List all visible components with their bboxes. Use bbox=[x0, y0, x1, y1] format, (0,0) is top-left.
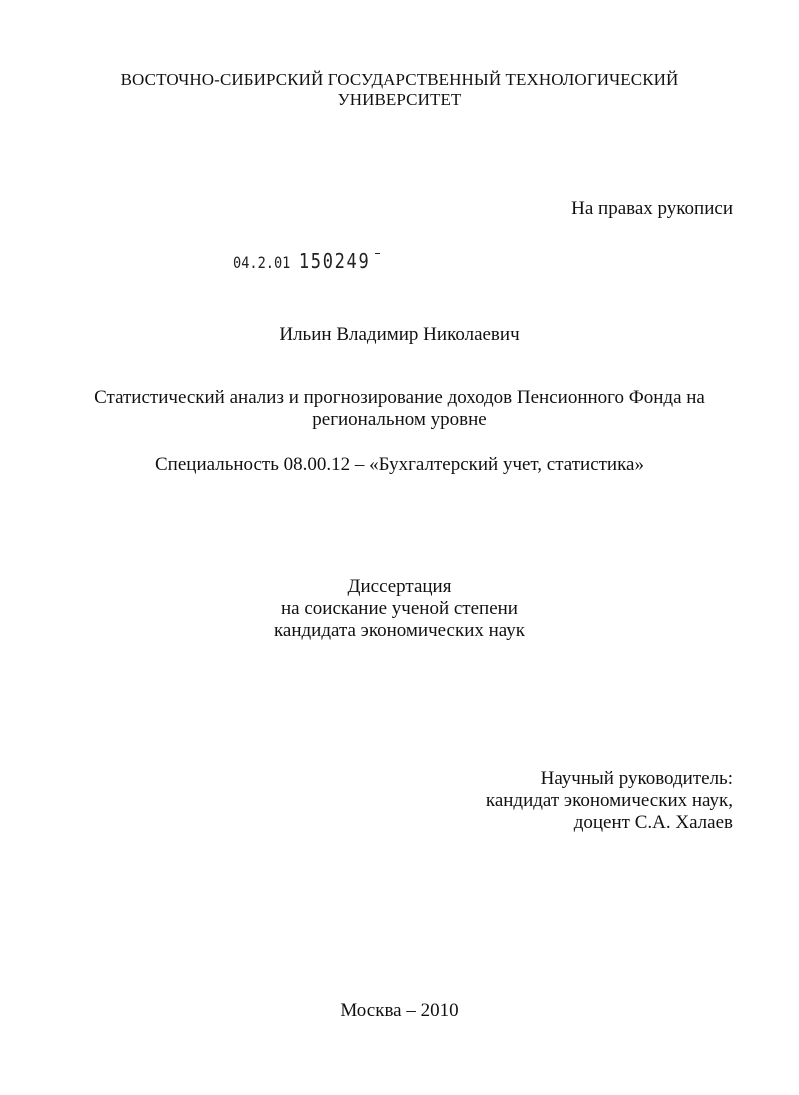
stamp-code: 04.2.01 bbox=[233, 253, 291, 272]
degree-line-2: на соискание ученой степени bbox=[281, 598, 518, 619]
stamp-number: 150249 bbox=[298, 249, 371, 273]
title-line-1: Статистический анализ и прогнозирование доходов Пенсионного Фонда на bbox=[94, 387, 705, 408]
supervisor-line-1: Научный руководитель: bbox=[540, 768, 733, 789]
registration-stamp bbox=[233, 250, 380, 274]
author-name: Ильин Владимир Николаевич bbox=[279, 324, 520, 345]
supervisor-line-3: доцент С.А. Халаев bbox=[573, 812, 733, 833]
university-line-1: ВОСТОЧНО-СИБИРСКИЙ ГОСУДАРСТВЕННЫЙ ТЕХНОЛОГИЧЕСКИЙ bbox=[120, 70, 679, 89]
degree-statement bbox=[0, 576, 799, 642]
title-line-2: региональном уровне bbox=[312, 409, 487, 430]
dissertation-title bbox=[0, 387, 799, 431]
university-line-2: УНИВЕРСИТЕТ bbox=[337, 90, 462, 109]
supervisor-block bbox=[486, 768, 733, 834]
manuscript-note: На правах рукописи bbox=[571, 198, 733, 219]
specialty-line: Специальность 08.00.12 – «Бухгалтерский учет, статистика» bbox=[155, 454, 644, 475]
supervisor-line-2: кандидат экономических наук, bbox=[485, 790, 733, 811]
university-heading bbox=[0, 70, 799, 110]
city-year: Москва – 2010 bbox=[340, 1000, 459, 1021]
degree-line-3: кандидата экономических наук bbox=[273, 620, 526, 641]
stamp-tick-mark bbox=[375, 253, 380, 254]
degree-line-1: Диссертация bbox=[347, 576, 452, 597]
